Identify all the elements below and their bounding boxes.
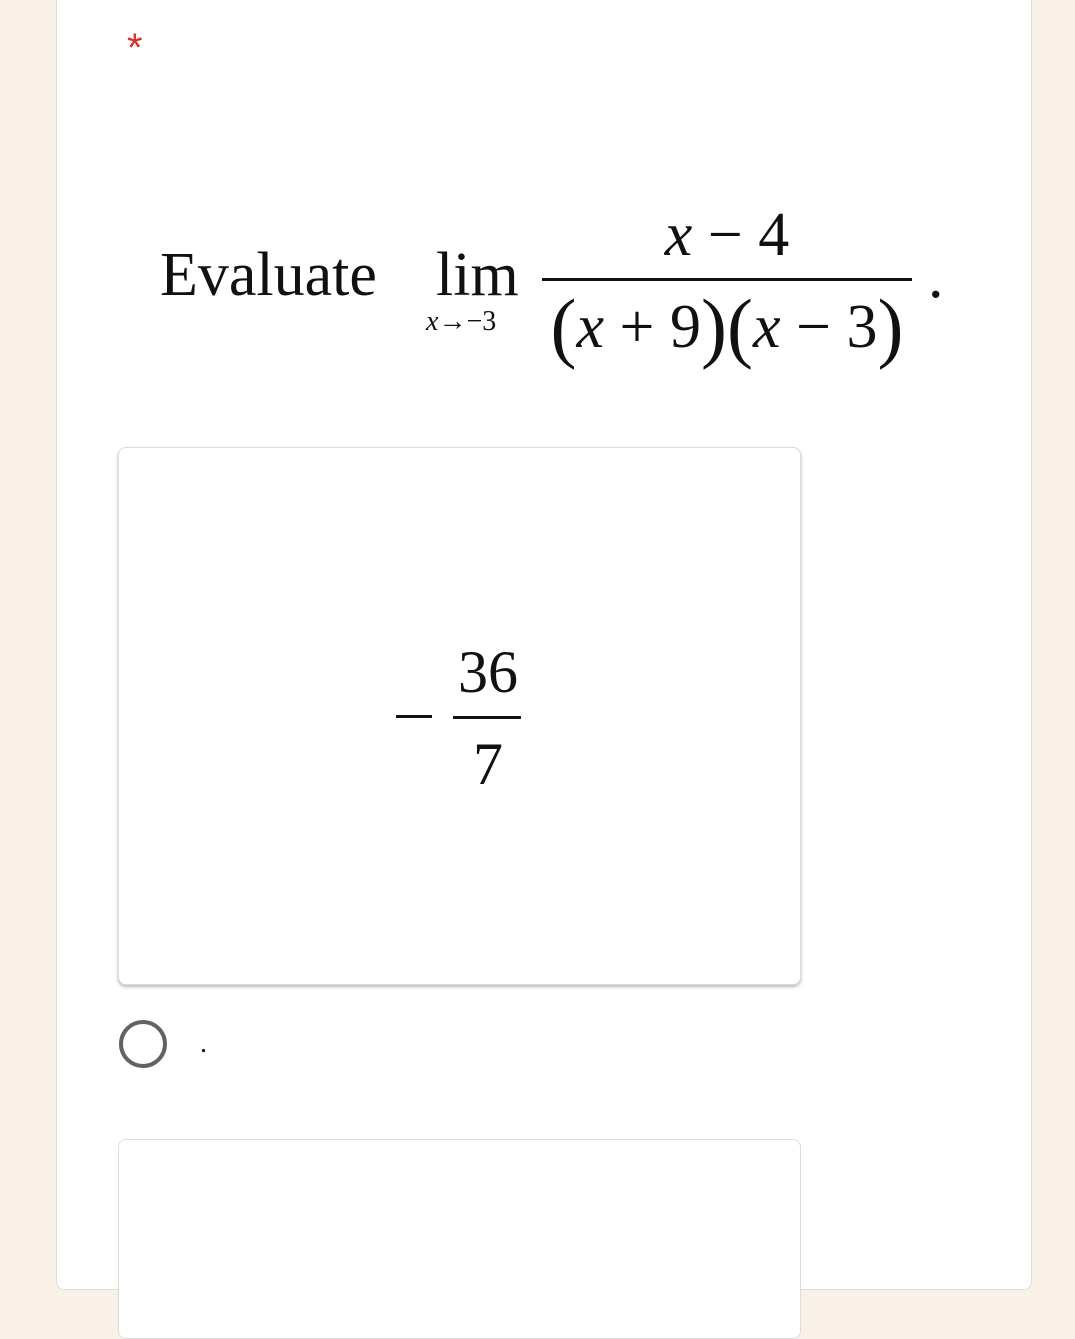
limit-arrow: → (438, 306, 467, 337)
prompt-word: Evaluate (160, 241, 377, 309)
limit-subscript (426, 308, 496, 336)
question-text (160, 196, 980, 376)
fraction-numerator: x − 4 (664, 201, 790, 269)
next-option-image-box[interactable] (118, 1139, 801, 1339)
answer-denominator: 7 (473, 731, 503, 797)
answer-numerator: 36 (458, 639, 518, 705)
option-label[interactable]: . (200, 1028, 207, 1059)
fraction-denominator: (x + 9)(x − 3) (550, 283, 904, 370)
answer-fraction-bar (453, 716, 521, 719)
limit-operator: lim (436, 241, 519, 309)
option-radio-button[interactable] (119, 1020, 167, 1068)
limit-variable: x (426, 306, 439, 337)
limit-approach-value: −3 (466, 306, 497, 337)
fraction-bar (542, 278, 912, 281)
required-asterisk: * (127, 26, 143, 70)
question-end-mark: . (928, 243, 944, 311)
answer-sign (396, 715, 432, 718)
